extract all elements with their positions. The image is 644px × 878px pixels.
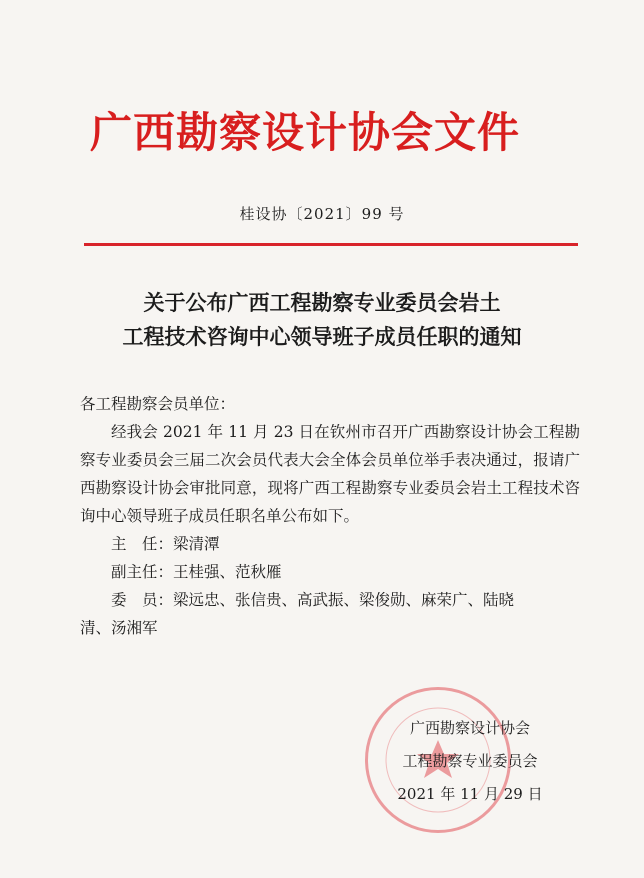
salutation: 各工程勘察会员单位： (80, 395, 236, 413)
signature-date: 2021 年 11 月 29 日 (397, 785, 543, 803)
signature-org1: 广西勘察设计协会 (409, 719, 530, 737)
member-line-continued: 清、汤湘军 (80, 619, 158, 637)
member-line (80, 586, 580, 614)
deputy-director-line (80, 558, 580, 586)
red-divider-line (84, 243, 578, 246)
member-label: 委 员： (111, 591, 174, 609)
notice-title (60, 286, 584, 354)
deputy-label: 副主任： (111, 563, 174, 581)
member-names: 梁远忠、张信贵、高武振、梁俊勋、麻荣广、陆晓 (173, 591, 515, 609)
director-line (80, 530, 580, 558)
director-label: 主 任： (111, 535, 174, 553)
notice-body (80, 390, 580, 642)
signature-block (360, 712, 580, 811)
notice-title-line2: 工程技术咨询中心领导班子成员任职的通知 (122, 325, 522, 349)
body-paragraph: 经我会 2021 年 11 月 23 日在钦州市召开广西勘察设计协会工程勘察专业委员会三届二次会员代表大会全体会员单位举手表决通过，报请广西勘察设计协会审批同意，现将广西工程勘察专业委员会岩土工程技术咨询中心领导班子成员任职名单公布如下。 (80, 423, 580, 525)
director-name: 梁清潭 (173, 535, 220, 553)
deputy-names: 王桂强、范秋雁 (173, 563, 282, 581)
document-number: 桂设协〔2021〕99 号 (239, 205, 405, 223)
signature-org2: 工程勘察专业委员会 (402, 752, 538, 770)
document-header-title: 广西勘察设计协会文件 (90, 108, 521, 157)
notice-title-line1: 关于公布广西工程勘察专业委员会岩土 (143, 291, 501, 315)
